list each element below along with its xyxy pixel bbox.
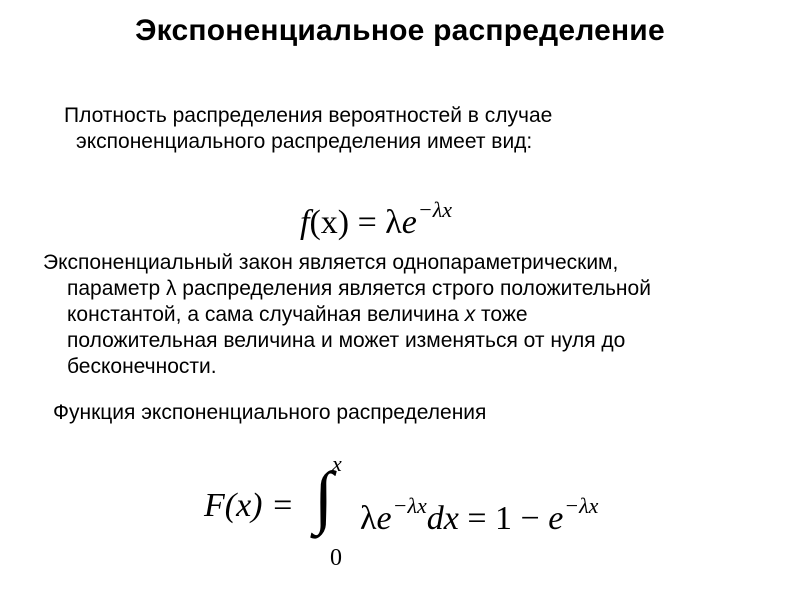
distribution-function-heading <box>53 400 486 426</box>
slide-title: Экспоненциальное распределение <box>135 14 665 47</box>
integrand-lambda: λ <box>360 500 377 537</box>
rhs-e: e <box>548 500 564 537</box>
density-formula-f: f <box>300 204 310 241</box>
law-description-line-3-x: x <box>464 303 476 326</box>
rhs-exponent: −λx <box>564 493 599 518</box>
density-formula-exponent: −λx <box>417 197 453 222</box>
distribution-formula-lhs-text: F(x) = <box>204 487 294 524</box>
distribution-function-formula <box>204 448 664 571</box>
integrand-e: e <box>376 500 392 537</box>
law-description-line-3-a: константой, а сама случайная величина <box>67 303 465 326</box>
law-description-line-3-b: тоже <box>475 303 528 326</box>
density-formula <box>300 188 452 245</box>
integral-sign: ∫ <box>314 459 334 536</box>
density-formula-arg: (x) <box>309 204 350 241</box>
law-description-line-5: бесконечности. <box>67 355 217 378</box>
density-formula-equals: = <box>349 204 386 241</box>
law-description-line-2: параметр λ распределения является строго положительной <box>67 277 651 300</box>
law-description-line-4: положительная величина и может изменяться от нуля до <box>67 329 626 352</box>
distribution-formula-lhs <box>204 484 294 528</box>
integral-upper-limit: x <box>332 451 342 476</box>
integrand-dx: dx <box>426 500 459 537</box>
integrand-exponent: −λx <box>392 493 427 518</box>
density-intro-line-2: экспоненциального распределения имеет вид: <box>76 130 533 153</box>
law-description-line-1: Экспоненциальный закон является однопараметрическим, <box>43 251 619 274</box>
density-formula-lambda: λ <box>385 204 402 241</box>
density-intro-line-1: Плотность распределения вероятностей в случае <box>64 104 553 127</box>
distribution-formula-rhs <box>360 484 598 541</box>
law-description-line-3 <box>43 302 651 328</box>
rhs-equals-one-minus: = 1 − <box>458 500 549 537</box>
density-intro-paragraph <box>64 103 552 155</box>
distribution-function-heading-text: Функция экспоненциального распределения <box>53 401 487 424</box>
density-formula-e: e <box>401 204 417 241</box>
law-description-paragraph <box>43 250 651 380</box>
integral-lower-limit: 0 <box>330 545 342 571</box>
